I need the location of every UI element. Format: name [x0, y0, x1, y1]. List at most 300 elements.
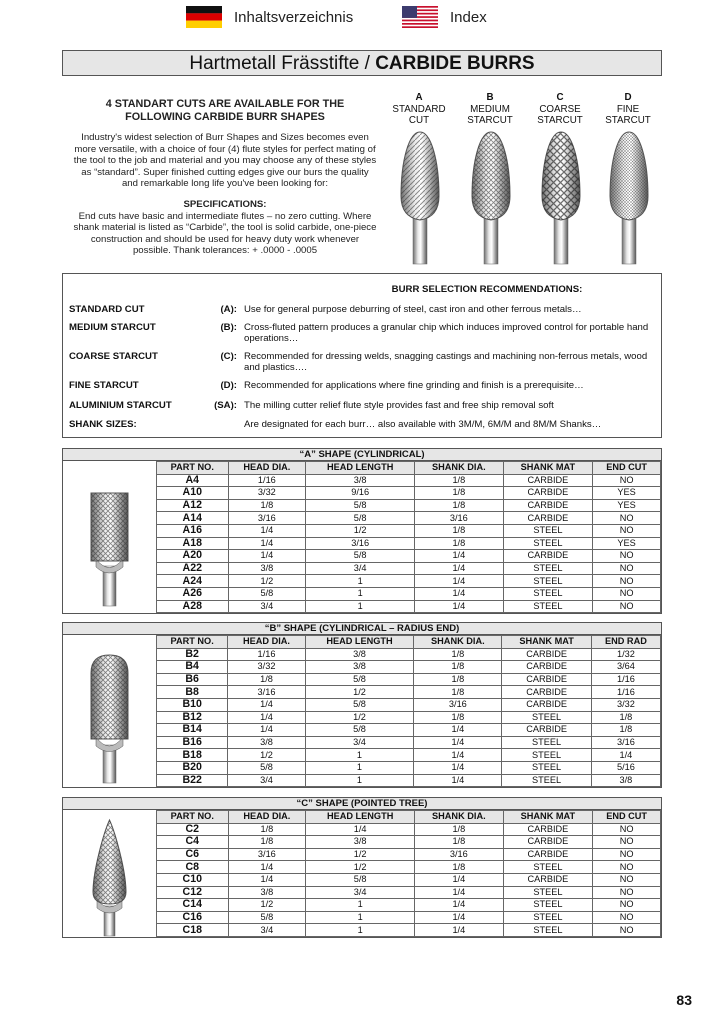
table-cell: YES	[593, 487, 661, 500]
intro-heading: 4 STANDART CUTS ARE AVAILABLE FOR THE FOLLOWING CARBIDE BURR SHAPES	[105, 98, 345, 123]
table-row	[157, 886, 661, 899]
column-header: HEAD DIA.	[228, 811, 306, 824]
table-row	[157, 487, 661, 500]
column-header: HEAD DIA.	[228, 636, 305, 649]
column-header: HEAD DIA.	[228, 462, 306, 475]
table-row	[157, 724, 661, 737]
part-number-cell: C10	[157, 873, 229, 886]
table-row	[157, 499, 661, 512]
table-cell: 1/16	[228, 648, 305, 661]
table-cell: NO	[593, 861, 661, 874]
table-cell: CARBIDE	[502, 724, 591, 737]
table-cell: 1/4	[414, 761, 502, 774]
table-cell: 1/8	[414, 711, 502, 724]
table-cell: 1/4	[415, 587, 503, 600]
c-shape-pointed-tree-burr-image	[63, 810, 156, 937]
table-cell: 3/8	[228, 886, 306, 899]
recommendation-code: (A):	[220, 304, 237, 315]
b-shape-table-section	[62, 622, 662, 788]
table-row	[157, 524, 661, 537]
column-header: END RAD	[591, 636, 660, 649]
cut-line2: STARCUT	[537, 115, 583, 126]
table-cell: 1/8	[415, 499, 503, 512]
table-cell: 1	[306, 587, 415, 600]
recommendations-title: BURR SELECTION RECOMMENDATIONS:	[391, 284, 583, 295]
table-cell: STEEL	[502, 711, 591, 724]
table-cell: 3/8	[306, 836, 415, 849]
a-shape-table-body	[157, 474, 661, 613]
table-cell: 3/8	[591, 774, 660, 787]
recommendation-name: SHANK SIZES:	[69, 419, 137, 430]
german-index-link[interactable]	[186, 6, 353, 28]
table-row	[157, 861, 661, 874]
part-number-cell: C2	[157, 823, 229, 836]
table-cell: CARBIDE	[502, 698, 591, 711]
table-cell: 1/4	[415, 873, 503, 886]
recommendation-name: STANDARD CUT	[69, 304, 145, 315]
c-shape-table-section	[62, 797, 662, 938]
table-cell: CARBIDE	[503, 487, 593, 500]
table-cell: STEEL	[503, 899, 593, 912]
table-cell: 5/8	[305, 698, 414, 711]
table-row	[157, 537, 661, 550]
part-number-cell: B22	[157, 774, 228, 787]
column-header: END CUT	[593, 462, 661, 475]
table-cell: 5/16	[591, 761, 660, 774]
table-cell: 1/4	[415, 562, 503, 575]
table-cell: 3/8	[306, 474, 415, 487]
table-cell: 1/4	[414, 749, 502, 762]
column-header: SHANK DIA.	[415, 811, 503, 824]
part-number-cell: B8	[157, 686, 228, 699]
recommendation-description: Recommended for dressing welds, snagging castings and machining non-ferrous metals, wood and plastics….	[244, 351, 648, 373]
part-number-cell: A26	[157, 587, 229, 600]
table-cell: 1/2	[228, 749, 305, 762]
table-cell: 3/8	[228, 736, 305, 749]
table-cell: 9/16	[306, 487, 415, 500]
page-title	[62, 50, 662, 76]
table-cell: STEEL	[503, 575, 593, 588]
table-row	[157, 673, 661, 686]
table-cell: 1/2	[305, 686, 414, 699]
cut-letter: D	[624, 92, 632, 103]
standard-cut-burr-image	[395, 130, 445, 265]
table-cell: 5/8	[305, 673, 414, 686]
recommendation-name: COARSE STARCUT	[69, 351, 158, 362]
table-cell: 5/8	[306, 512, 415, 525]
table-cell: 1/8	[415, 487, 503, 500]
table-cell: NO	[593, 600, 661, 613]
table-cell: 1/2	[228, 899, 306, 912]
table-cell: 1/8	[228, 823, 306, 836]
table-cell: 1/2	[306, 524, 415, 537]
column-header: PART NO.	[157, 811, 229, 824]
table-cell: 3/4	[306, 886, 415, 899]
table-cell: STEEL	[502, 736, 591, 749]
column-header: SHANK MAT	[502, 636, 591, 649]
column-header: PART NO.	[157, 636, 228, 649]
usa-flag-icon	[402, 6, 438, 28]
column-header: END CUT	[593, 811, 661, 824]
table-row	[157, 648, 661, 661]
table-cell: CARBIDE	[503, 873, 593, 886]
title-english: CARBIDE BURRS	[375, 53, 535, 74]
table-row	[157, 686, 661, 699]
table-cell: STEEL	[503, 562, 593, 575]
table-cell: 1	[306, 899, 415, 912]
table-cell: 1/8	[415, 836, 503, 849]
part-number-cell: B12	[157, 711, 228, 724]
table-cell: 1/2	[306, 861, 415, 874]
coarse-starcut-burr-image	[536, 130, 586, 265]
table-cell: 1	[305, 774, 414, 787]
intro-section	[72, 98, 378, 257]
cut-letter: A	[415, 92, 423, 103]
cut-header-b	[460, 92, 520, 127]
part-number-cell: A10	[157, 487, 229, 500]
table-cell: 1/16	[591, 673, 660, 686]
table-cell: STEEL	[502, 761, 591, 774]
cut-line1: COARSE	[539, 103, 581, 115]
table-cell: 3/16	[415, 512, 503, 525]
table-header-row	[157, 636, 661, 649]
table-cell: 1	[306, 575, 415, 588]
table-cell: 1/4	[415, 924, 503, 937]
table-header-row	[157, 811, 661, 824]
table-cell: 1/4	[306, 823, 415, 836]
table-cell: STEEL	[503, 587, 593, 600]
table-cell: CARBIDE	[503, 512, 593, 525]
table-row	[157, 774, 661, 787]
table-cell: 1/32	[591, 648, 660, 661]
b-shape-table-body	[157, 648, 661, 787]
part-number-cell: C6	[157, 848, 229, 861]
cut-line1: MEDIUM	[470, 103, 510, 115]
part-number-cell: A16	[157, 524, 229, 537]
table-cell: 1/4	[228, 698, 305, 711]
table-cell: 1/8	[228, 836, 306, 849]
table-row	[157, 600, 661, 613]
recommendation-code: (D):	[220, 380, 237, 391]
table-cell: 1	[306, 924, 415, 937]
part-number-cell: C4	[157, 836, 229, 849]
table-cell: 3/16	[228, 512, 306, 525]
cut-header-c	[530, 92, 590, 127]
cut-letter: C	[556, 92, 564, 103]
part-number-cell: C12	[157, 886, 229, 899]
table-cell: 1	[305, 749, 414, 762]
table-cell: CARBIDE	[503, 848, 593, 861]
b-shape-radius-end-burr-image	[63, 635, 156, 787]
table-cell: 1/4	[414, 724, 502, 737]
table-row	[157, 761, 661, 774]
table-row	[157, 711, 661, 724]
table-cell: 3/4	[228, 600, 306, 613]
table-cell: 1/16	[591, 686, 660, 699]
table-cell: 1/4	[415, 550, 503, 563]
table-cell: 3/16	[591, 736, 660, 749]
table-row	[157, 562, 661, 575]
part-number-cell: B14	[157, 724, 228, 737]
table-cell: NO	[593, 474, 661, 487]
table-cell: CARBIDE	[502, 686, 591, 699]
cut-header-d	[598, 92, 658, 127]
table-row	[157, 924, 661, 937]
table-cell: 3/16	[228, 848, 306, 861]
table-cell: NO	[593, 587, 661, 600]
table-cell: YES	[593, 537, 661, 550]
table-row	[157, 698, 661, 711]
table-row	[157, 911, 661, 924]
recommendation-name: MEDIUM STARCUT	[69, 322, 156, 333]
table-cell: 5/8	[306, 873, 415, 886]
table-cell: 1/4	[228, 724, 305, 737]
table-cell: 1/4	[414, 774, 502, 787]
table-row	[157, 661, 661, 674]
title-german: Hartmetall Frässtifte /	[189, 53, 370, 74]
column-header: PART NO.	[157, 462, 229, 475]
table-cell: 1/4	[415, 575, 503, 588]
table-cell: 1/8	[591, 711, 660, 724]
table-cell: CARBIDE	[503, 474, 593, 487]
part-number-cell: A20	[157, 550, 229, 563]
table-cell: 3/32	[591, 698, 660, 711]
table-cell: 1/4	[228, 711, 305, 724]
table-cell: 1/8	[415, 537, 503, 550]
table-row	[157, 899, 661, 912]
cut-line1: STANDARD	[392, 103, 446, 115]
table-row	[157, 550, 661, 563]
english-index-link[interactable]	[402, 6, 487, 28]
table-cell: NO	[593, 512, 661, 525]
part-number-cell: A18	[157, 537, 229, 550]
table-cell: 1/4	[228, 550, 306, 563]
table-cell: 3/4	[305, 736, 414, 749]
table-cell: 1/4	[591, 749, 660, 762]
intro-body: Industry's widest selection of Burr Shapes and Sizes becomes even more versatile, with a choice of four (4) flute styles for perfect mating of the tool to the job and material and you may choose any of these styles as “standard”. Super finished cutting edges give our burs the quality and remarkable long life you've been looking for:	[73, 132, 377, 190]
table-cell: NO	[593, 836, 661, 849]
table-row	[157, 848, 661, 861]
table-cell: 1/16	[228, 474, 306, 487]
c-shape-table-body	[157, 823, 661, 936]
part-number-cell: B2	[157, 648, 228, 661]
table-cell: STEEL	[503, 600, 593, 613]
column-header: SHANK DIA.	[415, 462, 503, 475]
table-cell: 3/8	[228, 562, 306, 575]
part-number-cell: A12	[157, 499, 229, 512]
table-cell: 1/4	[414, 736, 502, 749]
part-number-cell: A14	[157, 512, 229, 525]
table-row	[157, 736, 661, 749]
recommendation-description: Are designated for each burr… also available with 3M/M, 6M/M and 8M/M Shanks…	[244, 419, 602, 430]
table-cell: STEEL	[503, 911, 593, 924]
table-cell: 1/8	[415, 524, 503, 537]
table-cell: 1/8	[414, 686, 502, 699]
table-row	[157, 873, 661, 886]
part-number-cell: C14	[157, 899, 229, 912]
table-cell: 1/8	[414, 648, 502, 661]
part-number-cell: A4	[157, 474, 229, 487]
part-number-cell: A22	[157, 562, 229, 575]
table-cell: 1/2	[306, 848, 415, 861]
part-number-cell: C8	[157, 861, 229, 874]
table-cell: YES	[593, 499, 661, 512]
table-cell: 3/4	[228, 924, 306, 937]
table-cell: STEEL	[503, 861, 593, 874]
table-cell: 5/8	[228, 587, 306, 600]
recommendation-code: (C):	[220, 351, 237, 362]
table-cell: STEEL	[503, 537, 593, 550]
table-row	[157, 512, 661, 525]
table-cell: CARBIDE	[503, 823, 593, 836]
top-navigation	[0, 6, 724, 32]
a-shape-parts-table	[156, 461, 661, 613]
table-cell: 3/16	[415, 848, 503, 861]
table-cell: STEEL	[502, 749, 591, 762]
table-cell: NO	[593, 899, 661, 912]
recommendation-name: ALUMINIUM STARCUT	[69, 400, 172, 411]
recommendation-description: Recommended for applications where fine grinding and finish is a prerequisite…	[244, 380, 584, 391]
table-cell: 3/32	[228, 487, 306, 500]
table-cell: 1	[305, 761, 414, 774]
part-number-cell: B6	[157, 673, 228, 686]
table-cell: NO	[593, 524, 661, 537]
table-cell: 1/4	[415, 886, 503, 899]
part-number-cell: A24	[157, 575, 229, 588]
germany-flag-icon	[186, 6, 222, 28]
table-cell: 3/4	[228, 774, 305, 787]
table-cell: 1/8	[414, 661, 502, 674]
b-shape-parts-table	[156, 635, 661, 787]
a-shape-cylindrical-burr-image	[63, 461, 156, 613]
table-cell: 1/4	[228, 537, 306, 550]
table-cell: CARBIDE	[502, 661, 591, 674]
table-cell: 5/8	[306, 499, 415, 512]
table-cell: NO	[593, 848, 661, 861]
table-row	[157, 587, 661, 600]
part-number-cell: B16	[157, 736, 228, 749]
column-header: SHANK DIA.	[414, 636, 502, 649]
table-cell: NO	[593, 886, 661, 899]
table-cell: 1/2	[228, 575, 306, 588]
table-cell: 1	[306, 600, 415, 613]
table-cell: 3/16	[306, 537, 415, 550]
part-number-cell: C16	[157, 911, 229, 924]
recommendation-description: Cross-fluted pattern produces a granular chip which induces improved control for portable hand operations…	[244, 322, 649, 344]
c-shape-parts-table	[156, 810, 661, 937]
table-cell: 1/4	[415, 899, 503, 912]
table-cell: 1/4	[228, 861, 306, 874]
recommendation-name: FINE STARCUT	[69, 380, 139, 391]
table-cell: 1/8	[591, 724, 660, 737]
cut-line1: FINE	[616, 103, 640, 115]
c-shape-table-title: “C” SHAPE (POINTED TREE)	[63, 798, 661, 810]
recommendation-description: Use for general purpose deburring of steel, cast iron and other ferrous metals…	[244, 304, 582, 315]
table-cell: CARBIDE	[503, 836, 593, 849]
cut-line2: CUT	[408, 115, 430, 126]
recommendation-description: The milling cutter relief flute style provides fast and free ship removal soft	[244, 400, 554, 411]
table-cell: STEEL	[503, 524, 593, 537]
table-cell: 1/4	[228, 524, 306, 537]
table-cell: CARBIDE	[503, 550, 593, 563]
cut-letter: B	[486, 92, 494, 103]
a-shape-table-title: “A” SHAPE (CYLINDRICAL)	[63, 449, 661, 461]
table-cell: 3/4	[306, 562, 415, 575]
table-cell: NO	[593, 550, 661, 563]
a-shape-table-section	[62, 448, 662, 614]
table-row	[157, 575, 661, 588]
table-cell: 3/16	[414, 698, 502, 711]
specifications-heading: SPECIFICATIONS:	[183, 198, 267, 210]
table-cell: 3/8	[305, 648, 414, 661]
table-cell: NO	[593, 924, 661, 937]
table-cell: 1/8	[415, 823, 503, 836]
column-header: HEAD LENGTH	[306, 462, 415, 475]
page-number: 83	[676, 992, 692, 1008]
table-cell: 1/2	[305, 711, 414, 724]
table-cell: 5/8	[305, 724, 414, 737]
table-cell: 1	[306, 911, 415, 924]
german-index-label: Inhaltsverzeichnis	[234, 8, 354, 26]
recommendation-code: (B):	[220, 322, 237, 333]
table-row	[157, 823, 661, 836]
part-number-cell: B4	[157, 661, 228, 674]
table-cell: 1/8	[415, 861, 503, 874]
specifications-body: End cuts have basic and intermediate flutes – no zero cutting. Where shank material is listed as “Carbide”, the tool is solid carbide, one-piece construction and should be used for heavy duty work whenever possible. Thank tolerances: + .0000 - .0005	[73, 210, 377, 257]
column-header: HEAD LENGTH	[305, 636, 414, 649]
fine-starcut-burr-image	[604, 130, 654, 265]
cut-line2: STARCUT	[467, 115, 513, 126]
table-cell: 1/4	[228, 873, 306, 886]
recommendation-code: (SA):	[214, 400, 237, 411]
english-index-label: Index	[450, 8, 487, 26]
table-cell: 3/32	[228, 661, 305, 674]
table-row	[157, 474, 661, 487]
part-number-cell: B18	[157, 749, 228, 762]
table-row	[157, 749, 661, 762]
part-number-cell: B10	[157, 698, 228, 711]
table-cell: 1/4	[415, 911, 503, 924]
table-cell: NO	[593, 911, 661, 924]
table-header-row	[157, 462, 661, 475]
table-row	[157, 836, 661, 849]
burr-selection-recommendations	[62, 273, 662, 438]
table-cell: 3/16	[228, 686, 305, 699]
table-cell: 5/8	[228, 911, 306, 924]
table-cell: CARBIDE	[503, 499, 593, 512]
table-cell: NO	[593, 823, 661, 836]
cut-header-a	[389, 92, 449, 127]
table-cell: CARBIDE	[502, 673, 591, 686]
table-cell: 5/8	[228, 761, 305, 774]
part-number-cell: C18	[157, 924, 229, 937]
table-cell: 1/8	[228, 673, 305, 686]
table-cell: 5/8	[306, 550, 415, 563]
table-cell: NO	[593, 575, 661, 588]
cut-line2: STARCUT	[605, 115, 651, 126]
table-cell: STEEL	[503, 924, 593, 937]
table-cell: 1/8	[414, 673, 502, 686]
table-cell: NO	[593, 873, 661, 886]
table-cell: 1/8	[415, 474, 503, 487]
table-cell: 3/64	[591, 661, 660, 674]
b-shape-table-title: “B” SHAPE (CYLINDRICAL – RADIUS END)	[63, 623, 661, 635]
part-number-cell: A28	[157, 600, 229, 613]
table-cell: 1/8	[228, 499, 306, 512]
table-cell: STEEL	[502, 774, 591, 787]
column-header: HEAD LENGTH	[306, 811, 415, 824]
table-cell: 3/8	[305, 661, 414, 674]
